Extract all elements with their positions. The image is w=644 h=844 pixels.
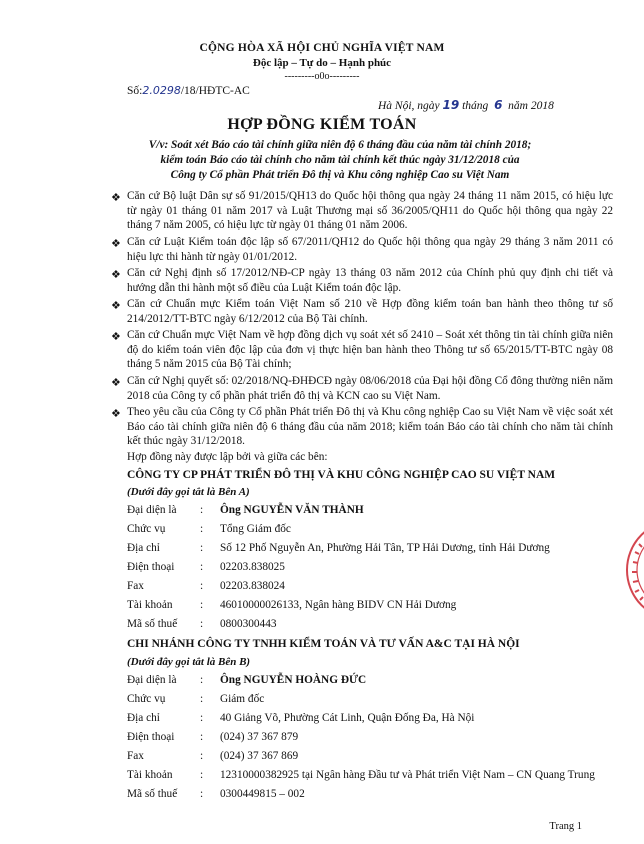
national-title: CỘNG HÒA XÃ HỘI CHỦ NGHĨA VIỆT NAM: [199, 42, 445, 54]
party-b-tax-code: 0300449815 – 002: [220, 788, 305, 800]
handwritten-number: 2.0298: [142, 84, 181, 97]
bullet-icon: ❖: [111, 377, 121, 389]
party-a-representative: Ông NGUYỄN VĂN THÀNH: [220, 504, 364, 516]
page-number: Trang 1: [549, 821, 582, 832]
colon: :: [200, 731, 204, 743]
party-a-tax-code: 0800300443: [220, 618, 277, 630]
party-a-label: Mã số thuế: [127, 618, 178, 630]
basis-2: Căn cứ Luật Kiểm toán độc lập số 67/2011/QH12 do Quốc hội thông qua ngày 29 tháng 3 năm 2011 có hiệu lực thi hành từ ngày 01/01/2012.: [127, 236, 613, 263]
colon: :: [200, 599, 204, 611]
colon: :: [200, 542, 204, 554]
contract-title: HỢP ĐỒNG KIỂM TOÁN: [227, 116, 417, 133]
basis-1: Căn cứ Bộ luật Dân sự số 91/2015/QH13 do Quốc hội thông qua ngày 24 tháng 11 năm 2015, có hiệu lực từ ngày 01 tháng 01 năm 2017 và Luật Thương mại số 36/2005/QH11 do Quốc hội thông qua ngày 22 tháng 7 năm 2005, có hiệu lực từ ngày 01 tháng 01 năm 2006.: [127, 190, 613, 232]
national-motto: Độc lập – Tự do – Hạnh phúc: [252, 57, 392, 69]
date-line: Hà Nội, ngày 19 tháng 6 năm 2018: [378, 98, 554, 112]
handwritten-day: 19: [442, 98, 460, 112]
document-number: Số:2.0298/18/HĐTC-AC: [127, 84, 250, 97]
party-a-label: Tài khoản: [127, 599, 173, 611]
colon: :: [200, 674, 204, 686]
basis-6: Căn cứ Nghị quyết số: 02/2018/NQ-ĐHĐCĐ ngày 08/06/2018 của Đại hội đồng Cổ đông thường niên năm 2018 của Công ty cổ phần phát triển đô thị và KCN cao su Việt Nam.: [127, 375, 613, 402]
party-a-label: Chức vụ: [127, 523, 166, 535]
party-b-label: Fax: [127, 750, 144, 762]
party-b-label: Tài khoản: [127, 769, 173, 781]
colon: :: [200, 712, 204, 724]
party-b-note: (Dưới đây gọi tắt là Bên B): [127, 656, 251, 668]
party-b-label: Chức vụ: [127, 693, 166, 705]
bullet-icon: ❖: [111, 300, 121, 312]
bullet-icon: ❖: [111, 192, 121, 204]
subject-line-3: Công ty Cổ phần Phát triển Đô thị và Khu công nghiệp Cao su Việt Nam: [170, 169, 510, 181]
party-a-note: (Dưới đây gọi tắt là Bên A): [127, 486, 250, 498]
party-b-phone: (024) 37 367 879: [220, 731, 299, 743]
bullet-icon: ❖: [111, 238, 121, 250]
basis-5: Căn cứ Chuẩn mực Việt Nam về hợp đồng dịch vụ soát xét số 2410 – Soát xét thông tin tài chính giữa niên độ do kiểm toán viên độc lập của đơn vị thực hiện ban hành theo Thông tư số 65/2015/TT-BTC ngày 08 tháng 5 năm 2015 của Bộ Tài chính;: [127, 329, 613, 371]
party-b-label: Điện thoại: [127, 731, 175, 743]
party-a-label: Đại diện là: [127, 504, 177, 516]
party-a-label: Fax: [127, 580, 144, 592]
party-b-label: Mã số thuế: [127, 788, 178, 800]
party-b-label: Địa chỉ: [127, 712, 160, 724]
basis-4: Căn cứ Chuẩn mực Kiểm toán Việt Nam số 210 về Hợp đồng kiểm toán ban hành theo thông tư số 214/2012/TT-BTC ngày 6/12/2012 của Bộ Tài chính.: [127, 298, 613, 325]
header-divider: ---------o0o---------: [284, 71, 360, 82]
party-b-account: 12310000382925 tại Ngân hàng Đầu tư và Phát triển Việt Nam – CN Quang Trung: [220, 769, 595, 781]
basis-3: Căn cứ Nghị định số 17/2012/NĐ-CP ngày 13 tháng 03 năm 2012 của Chính phủ quy định chi tiết và hướng dẫn thi hành một số điều của Luật Kiểm toán độc lập.: [127, 267, 613, 294]
party-b-address: 40 Giảng Võ, Phường Cát Linh, Quận Đống Đa, Hà Nội: [220, 712, 475, 724]
party-a-label: Địa chỉ: [127, 542, 160, 554]
party-a-address: Số 12 Phố Nguyễn An, Phường Hải Tân, TP Hải Dương, tỉnh Hải Dương: [220, 542, 550, 554]
colon: :: [200, 618, 204, 630]
handwritten-month: 6: [494, 98, 503, 112]
colon: :: [200, 750, 204, 762]
party-a-phone: 02203.838025: [220, 561, 285, 573]
basis-7: Theo yêu cầu của Công ty Cổ phần Phát triển Đô thị và Khu công nghiệp Cao su Việt Nam về việc soát xét Báo cáo tài chính giữa niên độ 6 tháng đầu của năm 2018; kiểm toán Báo cáo tài chính cho năm tài chính kết thúc ngày 31/12/2018.: [127, 406, 613, 448]
subject-line-2: kiểm toán Báo cáo tài chính cho năm tài chính kết thúc ngày 31/12/2018 của: [160, 154, 520, 166]
party-b-representative: Ông NGUYỄN HOÀNG ĐỨC: [220, 674, 367, 686]
colon: :: [200, 504, 204, 516]
intro-text: Hợp đồng này được lập bởi và giữa các bên:: [127, 451, 328, 463]
colon: :: [200, 523, 204, 535]
bullet-icon: ❖: [111, 408, 121, 420]
party-b-name: CHI NHÁNH CÔNG TY TNHH KIỂM TOÁN VÀ TƯ VẤN A&C TẠI HÀ NỘI: [127, 638, 520, 650]
subject-line-1: V/v: Soát xét Báo cáo tài chính giữa niên độ 6 tháng đầu của năm tài chính 2018;: [148, 139, 532, 151]
party-b-position: Giám đốc: [220, 693, 265, 705]
party-a-position: Tổng Giám đốc: [220, 523, 291, 535]
colon: :: [200, 769, 204, 781]
company-stamp-icon: [615, 500, 644, 640]
colon: :: [200, 580, 204, 592]
party-b-fax: (024) 37 367 869: [220, 750, 299, 762]
bullet-icon: ❖: [111, 269, 121, 281]
party-a-fax: 02203.838024: [220, 580, 285, 592]
bullet-icon: ❖: [111, 331, 121, 343]
party-b-label: Đại diện là: [127, 674, 177, 686]
party-a-label: Điện thoại: [127, 561, 175, 573]
party-a-account: 46010000026133, Ngân hàng BIDV CN Hải Dương: [220, 599, 457, 611]
party-a-name: CÔNG TY CP PHÁT TRIỂN ĐÔ THỊ VÀ KHU CÔNG NGHIỆP CAO SU VIỆT NAM: [127, 469, 556, 481]
colon: :: [200, 788, 204, 800]
colon: :: [200, 693, 204, 705]
colon: :: [200, 561, 204, 573]
